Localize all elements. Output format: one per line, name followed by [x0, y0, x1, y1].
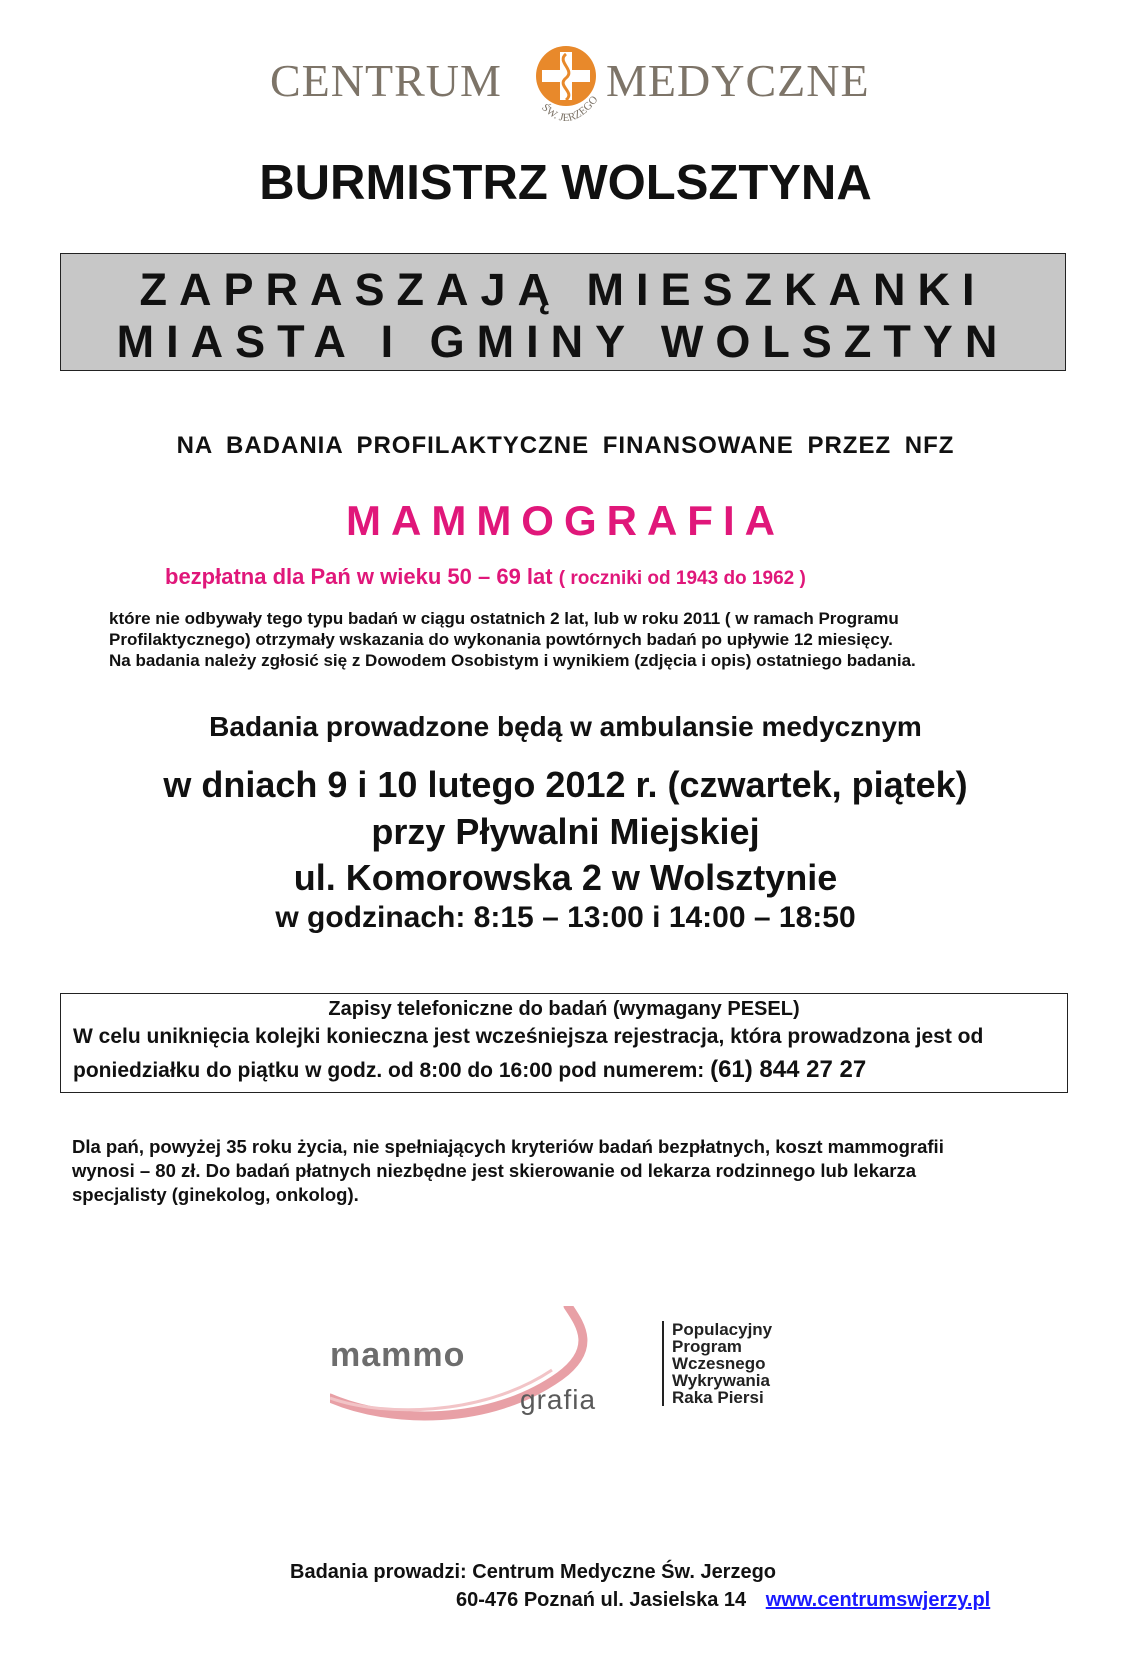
- footer-provider: Badania prowadzi: Centrum Medyczne Św. Jerzego: [290, 1561, 777, 1583]
- page-title: BURMISTRZ WOLSZTYNA: [259, 156, 872, 210]
- registration-box: [60, 993, 1068, 1093]
- birth-years-text: ( roczniki od 1943 do 1962 ): [558, 568, 806, 589]
- registration-title: Zapisy telefoniczne do badań (wymagany PESEL): [328, 998, 800, 1020]
- event-street: ul. Komorowska 2 w Wolsztynie: [293, 857, 838, 898]
- event-dates: w dniach 9 i 10 lutego 2012 r. (czwartek, piątek): [163, 764, 968, 805]
- subtitle: NA BADANIA PROFILAKTYCZNE FINANSOWANE PRZEZ NFZ: [176, 432, 955, 459]
- logo-text-left: CENTRUM: [270, 55, 502, 106]
- registration-line-2-text: poniedziałku do piątku w godz. od 8:00 do 16:00 pod numerem:: [73, 1059, 705, 1082]
- screening-program-logo: [330, 1306, 830, 1446]
- phone-number: (61) 844 27 27: [710, 1056, 867, 1083]
- program-name: [662, 1321, 772, 1406]
- footer-address-line: [456, 1589, 990, 1612]
- paid-info-line: specjalisty (ginekolog, onkolog).: [72, 1184, 359, 1205]
- logo-word-mammo: mammo: [330, 1336, 466, 1374]
- registration-line-2: [73, 1056, 866, 1084]
- program-line: Populacyjny: [672, 1320, 773, 1339]
- free-eligibility-text: bezpłatna dla Pań w wieku 50 – 69 lat: [165, 564, 553, 589]
- program-line: Program: [672, 1337, 742, 1356]
- ambulance-text: Badania prowadzone będą w ambulansie medycznym: [209, 711, 922, 742]
- medical-cross-icon: [528, 40, 604, 140]
- paid-info-line: Dla pań, powyżej 35 roku życia, nie spełniających kryteriów badań bezpłatnych, koszt mammografii: [72, 1136, 944, 1157]
- banner-line-1: ZAPRASZAJĄ MIESZKANKI: [139, 264, 987, 315]
- free-eligibility-line: [165, 564, 806, 590]
- program-line: Wykrywania: [672, 1371, 770, 1390]
- mammography-heading: MAMMOGRAFIA: [346, 497, 785, 544]
- invitation-banner: [60, 253, 1066, 371]
- logo-subtitle: ŚW. JERZEGO: [539, 93, 601, 125]
- description-line: Profilaktycznego) otrzymały wskazania do wykonania powtórnych badań po upływie 12 miesięcy.: [109, 630, 893, 649]
- description-line: które nie odbywały tego typu badań w ciągu ostatnich 2 lat, lub w roku 2011 ( w ramach Programu: [109, 609, 899, 628]
- pink-swoosh-icon: [330, 1306, 660, 1446]
- website-link[interactable]: www.centrumswjerzy.pl: [765, 1589, 991, 1611]
- description-line: Na badania należy zgłosić się z Dowodem Osobistym i wynikiem (zdjęcia i opis) ostatniego badania.: [109, 651, 916, 670]
- banner-line-2: MIASTA I GMINY WOLSZTYN: [116, 316, 1010, 367]
- logo-text-right: MEDYCZNE: [606, 55, 870, 106]
- footer-address: 60-476 Poznań ul. Jasielska 14: [456, 1589, 747, 1611]
- registration-line-1: W celu uniknięcia kolejki konieczna jest wcześniejsza rejestracja, która prowadzona jest od: [73, 1025, 984, 1048]
- clinic-logo: [0, 40, 1131, 140]
- program-line: Raka Piersi: [672, 1388, 764, 1407]
- event-hours: w godzinach: 8:15 – 13:00 i 14:00 – 18:50: [275, 901, 856, 934]
- program-line: Wczesnego: [672, 1354, 766, 1373]
- logo-word-grafia: grafia: [520, 1384, 597, 1415]
- event-place: przy Pływalni Miejskiej: [371, 811, 760, 852]
- paid-info-line: wynosi – 80 zł. Do badań płatnych niezbędne jest skierowanie od lekarza rodzinnego lub lekarza: [72, 1160, 917, 1181]
